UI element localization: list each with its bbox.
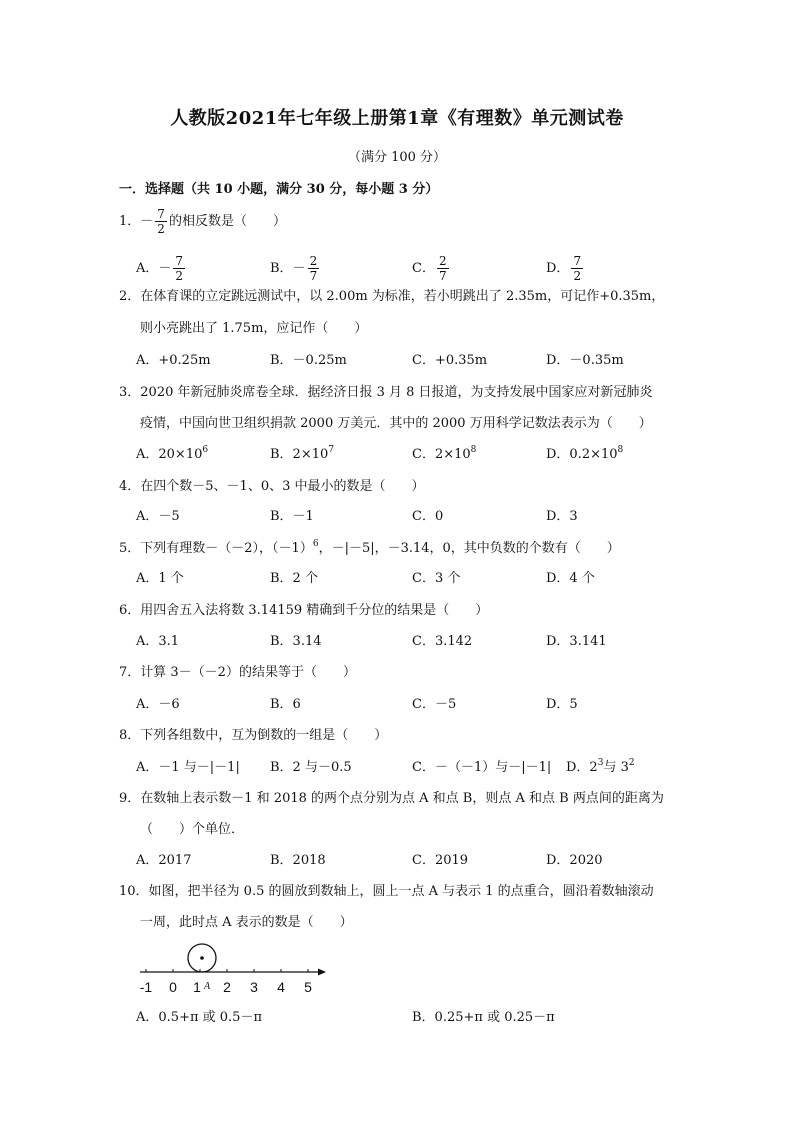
section-heading: 一．选择题（共 10 小题，满分 30 分，每小题 3 分） — [119, 182, 439, 197]
option-b[interactable]: B．－1 — [270, 509, 314, 524]
question-3-line-1: 3．2020 年新冠肺炎席卷全球．据经济日报 3 月 8 日报道，为支持发展中国家应对新冠肺炎 — [119, 385, 653, 400]
option-text: C．2×10 — [412, 447, 471, 462]
fraction — [155, 208, 167, 235]
option-d[interactable] — [566, 759, 635, 777]
option-b[interactable]: B．2 与－0.5 — [270, 760, 352, 775]
option-c[interactable]: C．－5 — [412, 697, 457, 712]
option-a[interactable]: A．1 个 — [136, 571, 184, 586]
option-d[interactable]: D．－0.35m — [546, 353, 624, 368]
question-number: 1． — [119, 214, 141, 229]
option-a[interactable]: A．－1 与－|－1| — [136, 760, 240, 775]
exponent: 8 — [617, 445, 624, 455]
fraction-denominator: 7 — [438, 269, 447, 283]
option-b[interactable]: B．－0.25m — [270, 353, 347, 368]
fraction-denominator: 2 — [175, 269, 184, 283]
fraction-numerator: 7 — [573, 254, 582, 268]
option-b[interactable]: B．3.14 — [270, 634, 322, 649]
option-label: B． — [270, 261, 293, 276]
fraction — [437, 255, 449, 282]
axis-label-2: 2 — [223, 979, 231, 995]
question-3-line-2: 疫情，中国向世卫组织捐款 2000 万美元．其中的 2000 万用科学记数法表示为（ ） — [140, 416, 652, 431]
circle-center-dot — [200, 956, 204, 960]
option-c[interactable]: C．+0.35m — [412, 353, 488, 368]
fraction-denominator: 7 — [309, 269, 318, 283]
option-text: A．20×10 — [136, 447, 203, 462]
option-b[interactable] — [270, 255, 321, 282]
fraction-numerator: 7 — [157, 207, 165, 221]
axis-label-4: 4 — [277, 979, 285, 995]
fraction-numerator: 2 — [309, 254, 318, 268]
question-9-line-2: （ ）个单位． — [140, 822, 245, 837]
axis-label-neg1: -1 — [139, 979, 153, 995]
option-a[interactable]: A．－6 — [136, 697, 180, 712]
option-a[interactable]: A．3.1 — [136, 634, 180, 649]
option-c[interactable] — [412, 255, 451, 282]
exponent: 3 — [597, 758, 604, 768]
axis-arrow-icon — [318, 969, 326, 976]
option-c[interactable]: C．0 — [412, 509, 444, 524]
option-text: D．0.2×10 — [546, 447, 618, 462]
exponent: 7 — [328, 445, 334, 455]
option-a[interactable]: A．+0.25m — [136, 353, 211, 368]
question-10-line-2: 一周，此时点 A 表示的数是（ ） — [140, 915, 353, 930]
option-b[interactable]: B．2018 — [270, 853, 326, 868]
axis-label-0: 0 — [169, 979, 177, 995]
option-a[interactable]: A．－5 — [136, 509, 180, 524]
fraction-denominator: 2 — [573, 269, 582, 283]
option-a[interactable]: A．2017 — [136, 853, 192, 868]
option-d[interactable]: D．4 个 — [546, 571, 595, 586]
number-line-figure — [134, 940, 334, 1000]
option-sign: － — [158, 261, 172, 276]
exponent: 6 — [202, 445, 209, 455]
option-a[interactable] — [136, 255, 187, 282]
question-1 — [119, 208, 286, 235]
question-8: 8．下列各组数中，互为倒数的一组是（ ） — [119, 728, 388, 743]
axis-label-3: 3 — [250, 979, 258, 995]
option-text: B．2×10 — [270, 447, 329, 462]
option-c[interactable]: C．3.142 — [412, 634, 473, 649]
question-text: ，－|－5|，－3.14，0，其中负数的个数有（ ） — [318, 541, 620, 556]
option-text: 与 3 — [603, 760, 629, 775]
exponent: 6 — [312, 539, 319, 549]
axis-label-1: 1 — [193, 979, 201, 995]
page-title: 人教版2021年七年级上册第1章《有理数》单元测试卷 — [170, 108, 624, 129]
question-7: 7．计算 3－（－2）的结果等于（ ） — [119, 665, 356, 680]
question-2-line-1: 2．在体育课的立定跳远测试中，以 2.00m 为标准，若小明跳出了 2.35m，可记作+0.35m， — [119, 289, 665, 304]
axis-label-5: 5 — [304, 979, 312, 995]
fraction — [571, 255, 583, 282]
question-2-line-2: 则小亮跳出了 1.75m，应记作（ ） — [140, 321, 368, 336]
option-b[interactable] — [270, 446, 334, 464]
option-c[interactable]: C．3 个 — [412, 571, 461, 586]
exponent: 2 — [628, 758, 635, 768]
option-text: D．2 — [566, 760, 598, 775]
question-9-line-1: 9．在数轴上表示数－1 和 2018 的两个点分别为点 A 和点 B，则点 A 和点 B 两点间的距离为 — [119, 791, 664, 806]
option-a[interactable] — [136, 446, 208, 464]
option-sign: － — [292, 261, 306, 276]
question-10-line-1: 10．如图，把半径为 0.5 的圆放到数轴上，圆上一点 A 与表示 1 的点重合，圆沿着数轴滚动 — [119, 884, 654, 899]
option-label: C． — [412, 261, 435, 276]
option-d[interactable] — [546, 446, 623, 464]
option-c[interactable]: C．－（－1）与－|－1| — [412, 760, 552, 775]
option-c[interactable] — [412, 446, 476, 464]
option-b[interactable]: B．2 个 — [270, 571, 318, 586]
fraction-denominator: 2 — [157, 222, 165, 236]
option-c[interactable]: C．2019 — [412, 853, 469, 868]
fraction — [308, 255, 320, 282]
question-text: 5．下列有理数－（－2），（－1） — [119, 541, 313, 556]
fraction-sign: － — [140, 214, 154, 229]
exponent: 8 — [470, 445, 477, 455]
option-d[interactable]: D．3 — [546, 509, 578, 524]
fraction-numerator: 7 — [175, 254, 184, 268]
page-subtitle: （满分 100 分） — [347, 150, 447, 165]
question-4: 4．在四个数－5、－1、0、3 中最小的数是（ ） — [119, 479, 425, 494]
option-d[interactable] — [546, 255, 585, 282]
option-label: D． — [546, 261, 570, 276]
option-d[interactable]: D．3.141 — [546, 634, 607, 649]
fraction-numerator: 2 — [438, 254, 447, 268]
option-label: A． — [136, 261, 159, 276]
option-b[interactable]: B．6 — [270, 697, 301, 712]
point-a-label: A — [203, 981, 211, 992]
option-d[interactable]: D．2020 — [546, 853, 603, 868]
option-b[interactable]: B．0.25+π 或 0.25－π — [412, 1010, 555, 1025]
option-d[interactable]: D．5 — [546, 697, 578, 712]
question-5 — [119, 540, 620, 558]
fraction — [173, 255, 185, 282]
question-6: 6．用四舍五入法将数 3.14159 精确到千分位的结果是（ ） — [119, 603, 489, 618]
option-a[interactable]: A．0.5+π 或 0.5－π — [136, 1010, 262, 1025]
question-text: 的相反数是（ ） — [168, 214, 286, 229]
